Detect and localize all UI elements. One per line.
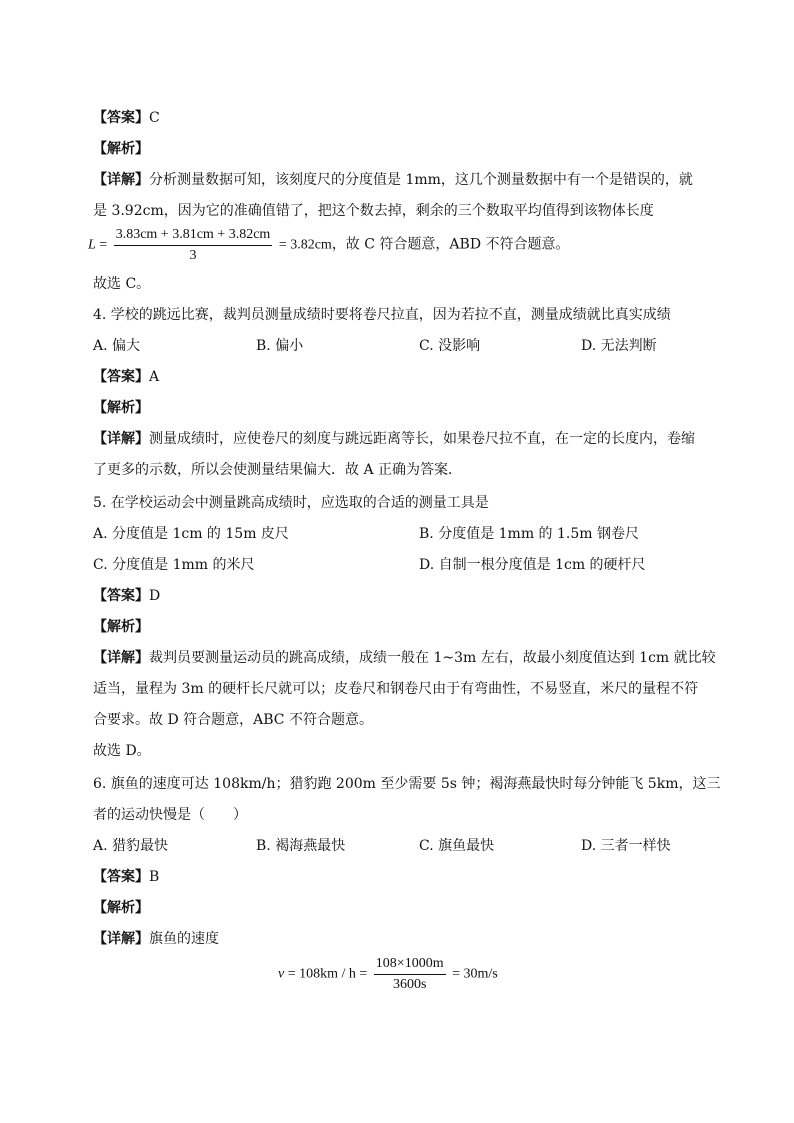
- detail-label: 【详解】: [93, 431, 149, 447]
- q3-detail-text1: 分析测量数据可知，该刻度尺的分度值是 1mm，这几个测量数据中有一个是错误的，就: [149, 172, 693, 188]
- q5-stem: 5. 在学校运动会中测量跳高成绩时，应选取的合适的测量工具是: [93, 495, 489, 511]
- detail-label: 【详解】: [93, 931, 149, 947]
- formula-eq: =: [99, 237, 108, 253]
- q4-detail-line1: [93, 429, 695, 449]
- q5-answer-line: [93, 586, 160, 606]
- q5-option-b: B. 分度值是 1mm 的 1.5m 钢卷尺: [419, 526, 639, 542]
- q3-detail-line1: [93, 170, 693, 190]
- answer-label: 【答案】: [93, 869, 149, 885]
- q6-stem-line2: 者的运动快慢是（ ）: [93, 807, 247, 823]
- q5-detail-line2: 适当，量程为 3m 的硬杆长尺就可以；皮卷尺和钢卷尺由于有弯曲性，不易竖直，米尺的量程不符: [93, 681, 699, 697]
- formula-fraction: [374, 955, 446, 994]
- q4-stem: 4. 学校的跳远比赛，裁判员测量成绩时要将卷尺拉直，因为若拉不直，测量成绩就比真实成绩: [93, 307, 671, 323]
- formula-fraction: [114, 226, 273, 265]
- q5-answer: D: [149, 588, 161, 604]
- q4-option-d: D. 无法判断: [581, 338, 657, 354]
- q3-answer: C: [149, 110, 160, 126]
- formula-result: = 3.82cm: [278, 237, 332, 253]
- q6-option-c: C. 旗鱼最快: [419, 838, 495, 854]
- formula-denominator: 3600s: [392, 977, 427, 992]
- q3-answer-line: [93, 108, 160, 128]
- answer-label: 【答案】: [93, 369, 149, 385]
- answer-label: 【答案】: [93, 588, 149, 604]
- detail-label: 【详解】: [93, 172, 149, 188]
- formula-numerator: 108×1000m: [374, 955, 446, 975]
- q4-detail-line2: 了更多的示数，所以会使测量结果偏大．故 A 正确为答案．: [93, 462, 463, 478]
- q4-answer: A: [149, 369, 160, 385]
- q4-detail-text1: 测量成绩时，应使卷尺的刻度与跳远距离等长，如果卷尺拉不直，在一定的长度内，卷缩: [149, 431, 695, 447]
- formula-tail: ，故 C 符合题意，ABD 不符合题意。: [331, 236, 570, 253]
- q4-analysis-label: 【解析】: [93, 400, 149, 416]
- q6-answer-line: [93, 867, 159, 887]
- answer-label: 【答案】: [93, 110, 149, 126]
- formula-denominator: 3: [189, 248, 197, 263]
- q3-conclusion: 故选 C。: [93, 276, 151, 292]
- q5-option-c: C. 分度值是 1mm 的米尺: [93, 557, 255, 573]
- q5-detail-line1: [93, 648, 716, 668]
- q5-analysis-label: 【解析】: [93, 619, 149, 635]
- q5-detail-text1: 裁判员要测量运动员的跳高成绩，成绩一般在 1~3m 左右，故最小刻度值达到 1cm 就比较: [149, 650, 716, 666]
- q6-detail-text1: 旗鱼的速度: [149, 931, 219, 947]
- q5-option-a: A. 分度值是 1cm 的 15m 皮尺: [93, 526, 289, 542]
- q5-conclusion: 故选 D。: [93, 743, 151, 759]
- formula-lhs: v: [278, 966, 285, 982]
- q3-formula: [88, 226, 570, 265]
- q6-detail-line1: [93, 929, 219, 949]
- q4-option-b: B. 偏小: [256, 338, 304, 354]
- q6-analysis-label: 【解析】: [93, 900, 149, 916]
- formula-result: = 30m/s: [452, 966, 498, 982]
- q6-formula: [278, 955, 498, 994]
- q4-option-a: A. 偏大: [93, 338, 141, 354]
- formula-numerator: 3.83cm + 3.81cm + 3.82cm: [114, 226, 273, 246]
- q5-detail-line3: 合要求。故 D 符合题意，ABC 不符合题意。: [93, 712, 373, 728]
- q3-detail-line2: 是 3.92cm，因为它的准确值错了，把这个数去掉，剩余的三个数取平均值得到该物体长度: [93, 203, 654, 219]
- q4-option-c: C. 没影响: [419, 338, 481, 354]
- formula-mid: = 108km / h =: [287, 966, 368, 982]
- detail-label: 【详解】: [93, 650, 149, 666]
- q6-answer: B: [149, 869, 160, 885]
- q6-option-d: D. 三者一样快: [581, 838, 671, 854]
- q6-option-b: B. 褐海燕最快: [256, 838, 346, 854]
- q4-answer-line: [93, 367, 159, 387]
- q5-option-d: D. 自制一根分度值是 1cm 的硬杆尺: [419, 557, 646, 573]
- q3-analysis-label: 【解析】: [93, 141, 149, 157]
- q6-stem-line1: 6. 旗鱼的速度可达 108km/h；猎豹跑 200m 至少需要 5s 钟；褐海燕最快时每分钟能飞 5km，这三: [93, 776, 721, 792]
- q6-option-a: A. 猎豹最快: [93, 838, 169, 854]
- formula-lhs: L: [88, 237, 96, 253]
